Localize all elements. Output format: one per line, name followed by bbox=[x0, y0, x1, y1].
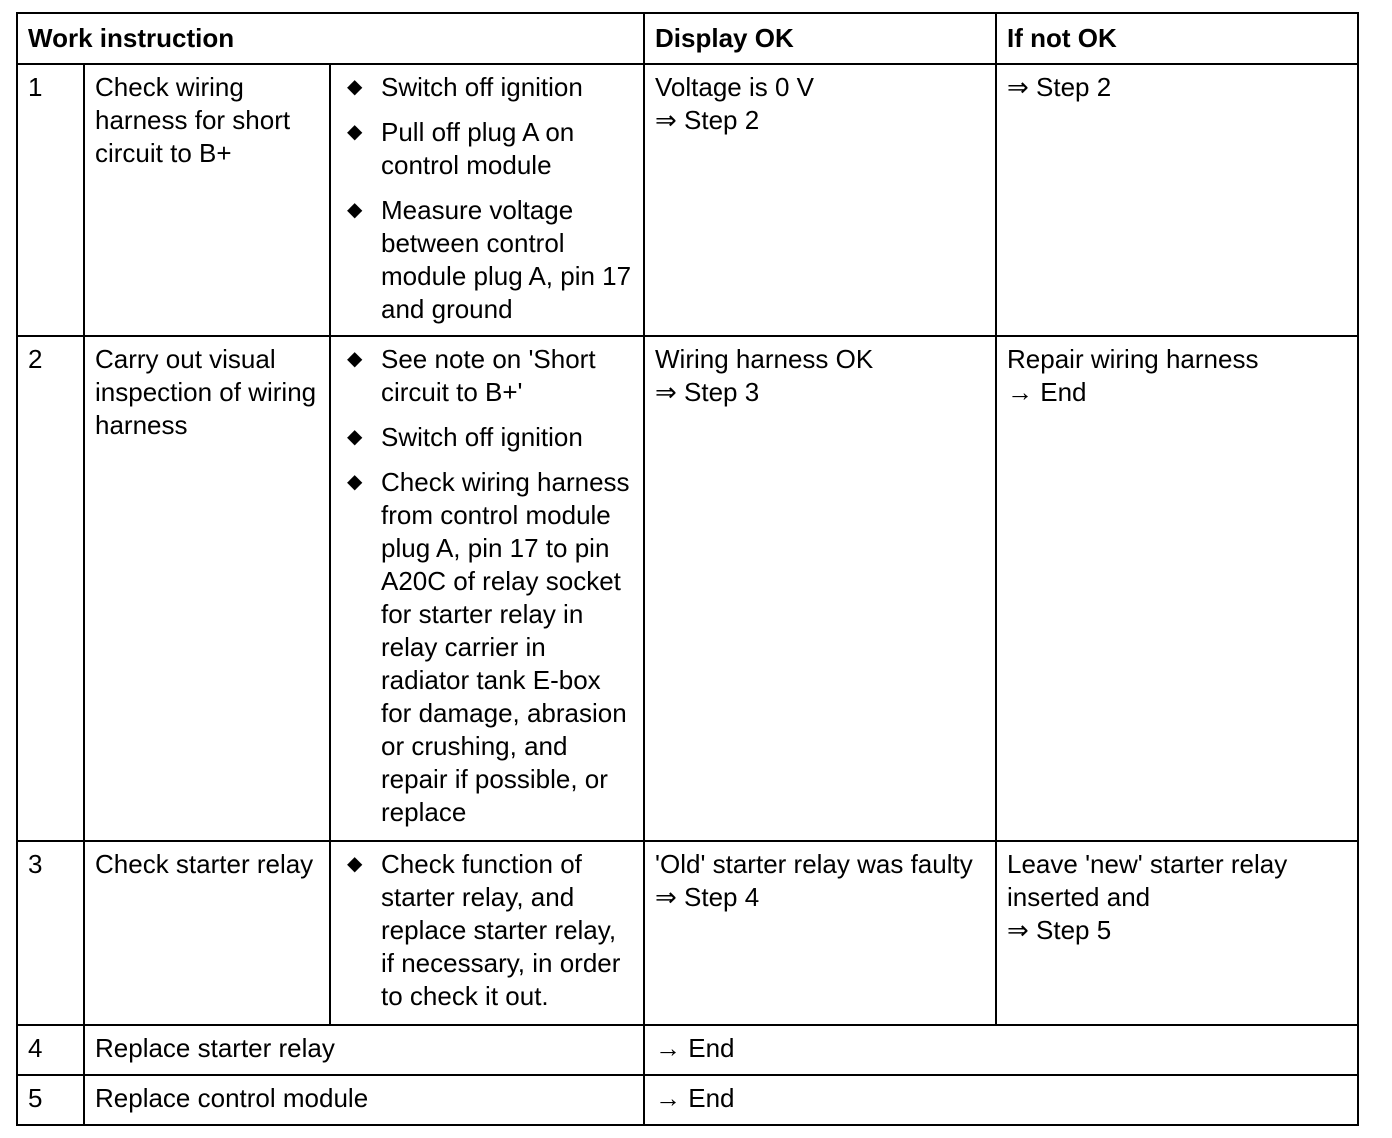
header-display-ok: Display OK bbox=[644, 13, 996, 64]
ok-action: ⇒ Step 3 bbox=[655, 377, 760, 407]
table-row bbox=[17, 1075, 1358, 1125]
step-instructions bbox=[330, 841, 644, 1025]
ok-action: ⇒ Step 2 bbox=[655, 105, 760, 135]
result-cell: → End bbox=[644, 1025, 1358, 1075]
diamond-bullet-icon: ◆ bbox=[347, 426, 363, 448]
diamond-bullet-icon: ◆ bbox=[347, 199, 363, 221]
diamond-bullet-icon: ◆ bbox=[347, 76, 363, 98]
table-row bbox=[17, 64, 1358, 336]
diamond-bullet-icon: ◆ bbox=[347, 348, 363, 370]
table-row bbox=[17, 841, 1358, 1025]
result-cell: → End bbox=[644, 1075, 1358, 1125]
ok-text: 'Old' starter relay was faulty bbox=[655, 849, 973, 879]
list-item: ◆ Check function of starter relay, and replace starter relay, if necessary, in order to check it out. bbox=[347, 849, 621, 1011]
diamond-bullet-icon: ◆ bbox=[347, 853, 363, 875]
step-number: 1 bbox=[17, 64, 84, 336]
if-not-ok-cell bbox=[996, 841, 1358, 1025]
ok-text: Voltage is 0 V bbox=[655, 72, 815, 102]
not-ok-text: Repair wiring harness bbox=[1007, 344, 1259, 374]
step-number: 2 bbox=[17, 336, 84, 841]
diamond-bullet-icon: ◆ bbox=[347, 121, 363, 143]
display-ok-cell bbox=[644, 336, 996, 841]
header-if-not-ok: If not OK bbox=[996, 13, 1358, 64]
header-row bbox=[17, 13, 1358, 64]
list-item: ◆ Switch off ignition bbox=[347, 72, 583, 102]
step-task: Check starter relay bbox=[84, 841, 330, 1025]
if-not-ok-cell bbox=[996, 64, 1358, 336]
step-number: 4 bbox=[17, 1025, 84, 1075]
step-task: Replace control module bbox=[84, 1075, 644, 1125]
work-instruction-table bbox=[16, 12, 1359, 1126]
list-item: ◆ Pull off plug A on control module bbox=[347, 117, 575, 180]
ok-text: Wiring harness OK bbox=[655, 344, 874, 374]
display-ok-cell bbox=[644, 64, 996, 336]
step-task: Check wiring harness for short circuit to B+ bbox=[84, 64, 330, 336]
list-item: ◆ Switch off ignition bbox=[347, 422, 583, 452]
display-ok-cell bbox=[644, 841, 996, 1025]
step-task: Carry out visual inspection of wiring harness bbox=[84, 336, 330, 841]
ok-action: ⇒ Step 4 bbox=[655, 882, 760, 912]
if-not-ok-cell bbox=[996, 336, 1358, 841]
table-row bbox=[17, 336, 1358, 841]
step-task: Replace starter relay bbox=[84, 1025, 644, 1075]
not-ok-text: Leave 'new' starter relay inserted and bbox=[1007, 849, 1288, 912]
not-ok-action: → End bbox=[1007, 377, 1087, 407]
not-ok-action: ⇒ Step 2 bbox=[1007, 72, 1112, 102]
list-item: ◆ See note on 'Short circuit to B+' bbox=[347, 344, 596, 407]
list-item: ◆ Check wiring harness from control module plug A, pin 17 to pin A20C of relay socket for starter relay in relay carrier in radiator tank E-box for damage, abrasion or crushing, and repair if possible, or replace bbox=[347, 467, 630, 827]
header-work-instruction: Work instruction bbox=[17, 13, 644, 64]
table-row bbox=[17, 1025, 1358, 1075]
list-item: ◆ Measure voltage between control module plug A, pin 17 and ground bbox=[347, 195, 632, 324]
step-number: 5 bbox=[17, 1075, 84, 1125]
step-instructions bbox=[330, 336, 644, 841]
diamond-bullet-icon: ◆ bbox=[347, 471, 363, 493]
step-instructions bbox=[330, 64, 644, 336]
not-ok-action: ⇒ Step 5 bbox=[1007, 915, 1112, 945]
step-number: 3 bbox=[17, 841, 84, 1025]
